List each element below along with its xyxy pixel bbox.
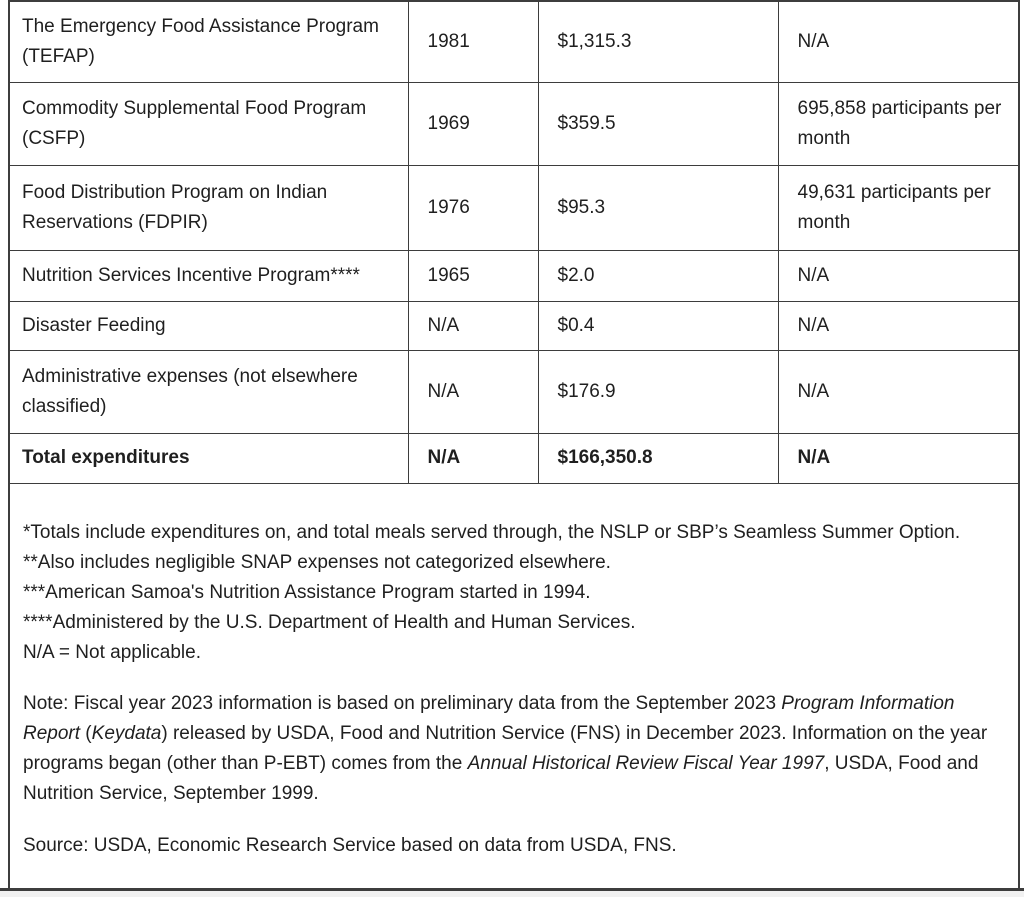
note-paragraph bbox=[23, 689, 998, 809]
cell-participation: N/A bbox=[778, 350, 1019, 433]
footnotes-list bbox=[23, 518, 998, 668]
cell-year-began: 1976 bbox=[408, 165, 538, 250]
footnote-line: ***American Samoa's Nutrition Assistance Program started in 1994. bbox=[23, 581, 591, 603]
cell-program-name: Commodity Supplemental Food Program (CSFP) bbox=[9, 82, 408, 165]
cell-participation: 49,631 participants per month bbox=[778, 165, 1019, 250]
cell-program-name: Total expenditures bbox=[9, 433, 408, 483]
table-row bbox=[9, 1, 1019, 82]
table-row bbox=[9, 82, 1019, 165]
cell-year-began: 1981 bbox=[408, 1, 538, 82]
notes-cell bbox=[9, 483, 1019, 890]
footnote-line: ****Administered by the U.S. Department of Health and Human Services. bbox=[23, 611, 636, 633]
notes-body bbox=[9, 483, 1019, 890]
note-italic-segment: Keydata bbox=[91, 722, 162, 744]
table-row bbox=[9, 165, 1019, 250]
note-text-segment: Note: Fiscal year 2023 information is based on preliminary data from the September 2023 bbox=[23, 692, 782, 714]
note-italic-segment: Program Information Report bbox=[23, 692, 955, 744]
cell-participation: 695,858 participants per month bbox=[778, 82, 1019, 165]
cell-program-name: The Emergency Food Assistance Program (TEFAP) bbox=[9, 1, 408, 82]
cell-expenditures: $359.5 bbox=[538, 82, 778, 165]
cell-year-began: 1969 bbox=[408, 82, 538, 165]
cell-expenditures: $1,315.3 bbox=[538, 1, 778, 82]
cell-program-name: Nutrition Services Incentive Program**** bbox=[9, 250, 408, 301]
notes-row bbox=[9, 483, 1019, 890]
table-row bbox=[9, 433, 1019, 483]
cell-year-began: N/A bbox=[408, 301, 538, 350]
cell-participation: N/A bbox=[778, 1, 1019, 82]
table-row bbox=[9, 250, 1019, 301]
food-assistance-programs-table bbox=[8, 0, 1020, 891]
cell-program-name: Disaster Feeding bbox=[9, 301, 408, 350]
cell-expenditures: $95.3 bbox=[538, 165, 778, 250]
note-text-segment: , USDA, Food and Nutrition Service, September 1999. bbox=[23, 752, 979, 804]
note-text-segment: ) released by USDA, Food and Nutrition Service (FNS) in December 2023. Information on the year programs began (other than P-EBT) comes from the bbox=[23, 722, 988, 774]
footnote-line: N/A = Not applicable. bbox=[23, 641, 201, 663]
note-italic-segment: Annual Historical Review Fiscal Year 1997 bbox=[467, 752, 825, 774]
cell-program-name: Administrative expenses (not elsewhere classified) bbox=[9, 350, 408, 433]
table-row bbox=[9, 350, 1019, 433]
cell-participation: N/A bbox=[778, 250, 1019, 301]
cell-year-began: 1965 bbox=[408, 250, 538, 301]
note-text-segment: ( bbox=[80, 722, 92, 744]
cell-year-began: N/A bbox=[408, 350, 538, 433]
cell-year-began: N/A bbox=[408, 433, 538, 483]
cell-expenditures: $166,350.8 bbox=[538, 433, 778, 483]
cell-expenditures: $0.4 bbox=[538, 301, 778, 350]
cell-expenditures: $2.0 bbox=[538, 250, 778, 301]
cell-program-name: Food Distribution Program on Indian Reservations (FDPIR) bbox=[9, 165, 408, 250]
cell-participation: N/A bbox=[778, 433, 1019, 483]
cell-expenditures: $176.9 bbox=[538, 350, 778, 433]
cell-participation: N/A bbox=[778, 301, 1019, 350]
footnote-line: *Totals include expenditures on, and total meals served through, the NSLP or SBP’s Seamless Summer Option. bbox=[23, 521, 961, 543]
footnote-line: **Also includes negligible SNAP expenses not categorized elsewhere. bbox=[23, 551, 611, 573]
bottom-edge-strip bbox=[0, 891, 1024, 897]
program-table-body bbox=[9, 1, 1019, 483]
source-line: Source: USDA, Economic Research Service based on data from USDA, FNS. bbox=[23, 834, 677, 856]
table-row bbox=[9, 301, 1019, 350]
